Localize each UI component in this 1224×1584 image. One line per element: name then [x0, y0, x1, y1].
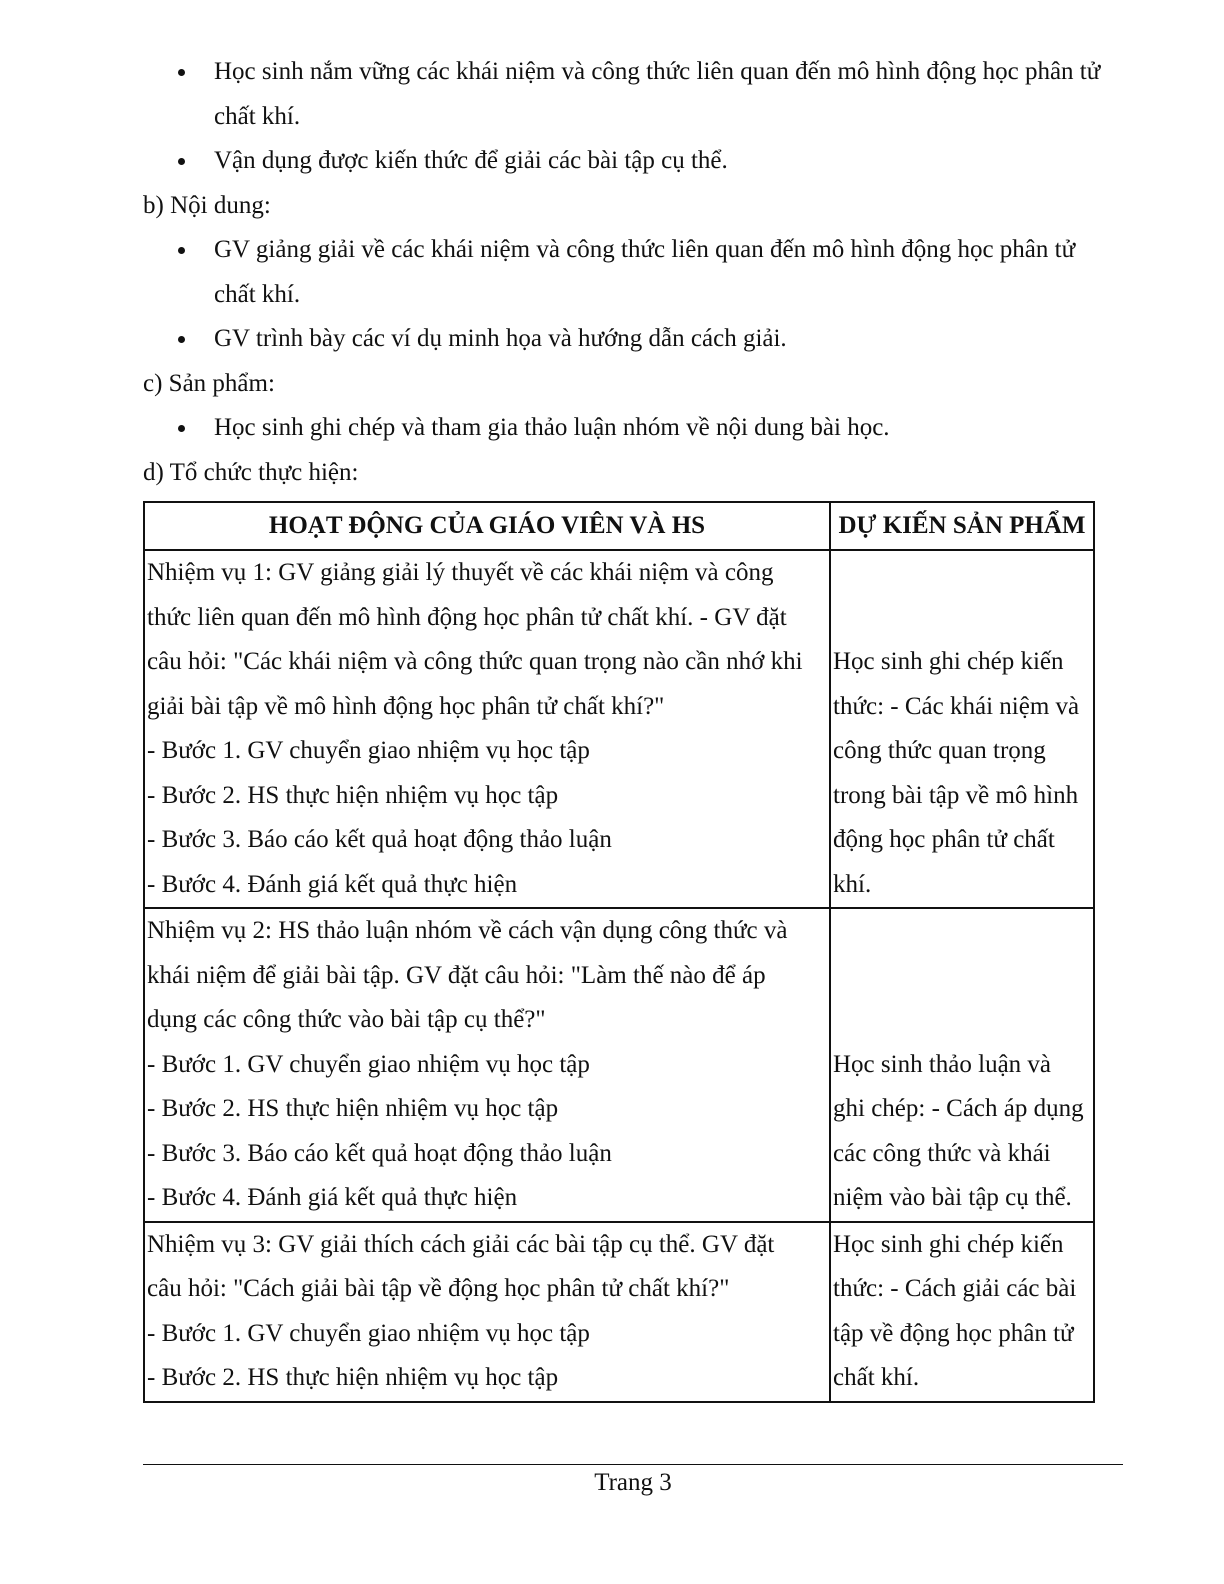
list-item-text: GV trình bày các ví dụ minh họa và hướng dẫn cách giải. — [214, 325, 787, 352]
content-section-label: b) Nội dung: — [143, 191, 271, 219]
list-item — [143, 50, 1103, 139]
cell-line: thức: - Các khái niệm và — [833, 692, 1080, 720]
activity-cell — [144, 1222, 830, 1402]
cell-line: - Bước 1. GV chuyển giao nhiệm vụ học tập — [147, 1319, 590, 1347]
document-body — [143, 50, 1103, 1403]
list-item-text: Học sinh ghi chép và tham gia thảo luận nhóm về nội dung bài học. — [214, 414, 890, 441]
list-item — [143, 406, 1103, 451]
list-item — [143, 139, 1103, 184]
list-item-text: Học sinh nắm vững các khái niệm và công thức liên quan đến mô hình động học phân tử chất khí. — [214, 58, 1101, 130]
cell-line: công thức quan trọng — [833, 737, 1046, 764]
cell-line: khái niệm để giải bài tập. GV đặt câu hỏi: "Làm thế nào để áp — [147, 961, 766, 989]
cell-line: - Bước 2. HS thực hiện nhiệm vụ học tập — [147, 1364, 559, 1391]
cell-line: ghi chép: - Cách áp dụng — [833, 1095, 1084, 1122]
bullet-icon — [178, 425, 185, 432]
bullet-icon — [178, 247, 185, 254]
list-item — [143, 228, 1103, 317]
cell-line: Nhiệm vụ 2: HS thảo luận nhóm về cách vận dụng công thức và — [147, 917, 788, 944]
footer-divider — [143, 1464, 1123, 1465]
product-list — [143, 406, 1103, 451]
cell-line: - Bước 4. Đánh giá kết quả thực hiện — [147, 1184, 518, 1211]
objectives-list — [143, 50, 1103, 184]
cell-line: câu hỏi: "Các khái niệm và công thức quan trọng nào cần nhớ khi — [147, 648, 803, 675]
cell-line: giải bài tập về mô hình động học phân tử chất khí?" — [147, 692, 665, 720]
cell-line: - Bước 4. Đánh giá kết quả thực hiện — [147, 870, 518, 898]
cell-line: niệm vào bài tập cụ thể. — [833, 1184, 1072, 1211]
bullet-icon — [178, 69, 185, 76]
cell-line: - Bước 2. HS thực hiện nhiệm vụ học tập — [147, 781, 559, 809]
cell-line: câu hỏi: "Cách giải bài tập về động học phân tử chất khí?" — [147, 1275, 730, 1302]
activity-cell — [144, 550, 830, 908]
table-row — [144, 1222, 1094, 1402]
cell-line: - Bước 1. GV chuyển giao nhiệm vụ học tập — [147, 1050, 590, 1078]
table-header-row — [144, 502, 1094, 550]
cell-line: các công thức và khái — [833, 1139, 1051, 1167]
cell-line: dụng các công thức vào bài tập cụ thể?" — [147, 1006, 546, 1033]
cell-line: chất khí. — [833, 1364, 920, 1391]
activity-table — [143, 501, 1095, 1403]
list-item-text: Vận dụng được kiến thức để giải các bài tập cụ thể. — [214, 147, 728, 174]
product-cell — [830, 550, 1094, 908]
cell-line: khí. — [833, 870, 872, 898]
organize-section-label: d) Tổ chức thực hiện: — [143, 458, 359, 486]
table-row — [144, 908, 1094, 1222]
cell-line: trong bài tập về mô hình — [833, 781, 1079, 809]
cell-line: Nhiệm vụ 1: GV giảng giải lý thuyết về các khái niệm và công — [147, 559, 774, 586]
header-product: DỰ KIẾN SẢN PHẨM — [830, 502, 1094, 550]
product-cell — [830, 1222, 1094, 1402]
product-section-label: c) Sản phẩm: — [143, 369, 275, 397]
cell-line: thức liên quan đến mô hình động học phân tử chất khí. - GV đặt — [147, 603, 787, 631]
cell-line: Học sinh ghi chép kiến — [833, 648, 1064, 675]
cell-line: Nhiệm vụ 3: GV giải thích cách giải các bài tập cụ thể. GV đặt — [147, 1230, 775, 1258]
activity-cell — [144, 908, 830, 1222]
cell-line: - Bước 1. GV chuyển giao nhiệm vụ học tập — [147, 737, 590, 764]
cell-line: - Bước 3. Báo cáo kết quả hoạt động thảo luận — [147, 1139, 612, 1167]
cell-line: động học phân tử chất — [833, 826, 1055, 853]
bullet-icon — [178, 336, 185, 343]
page-number: Trang 3 — [594, 1469, 672, 1496]
header-activity: HOẠT ĐỘNG CỦA GIÁO VIÊN VÀ HS — [144, 502, 830, 550]
cell-line: - Bước 2. HS thực hiện nhiệm vụ học tập — [147, 1095, 559, 1122]
cell-line: thức: - Cách giải các bài — [833, 1275, 1077, 1302]
cell-line: Học sinh ghi chép kiến — [833, 1230, 1064, 1258]
list-item-text: GV giảng giải về các khái niệm và công thức liên quan đến mô hình động học phân tử chất khí. — [214, 236, 1076, 308]
list-item — [143, 317, 1103, 362]
content-list — [143, 228, 1103, 362]
cell-line: Học sinh thảo luận và — [833, 1050, 1052, 1078]
table-row — [144, 550, 1094, 908]
cell-line: - Bước 3. Báo cáo kết quả hoạt động thảo luận — [147, 826, 612, 853]
bullet-icon — [178, 158, 185, 165]
product-cell — [830, 908, 1094, 1222]
cell-line: tập về động học phân tử — [833, 1319, 1074, 1347]
